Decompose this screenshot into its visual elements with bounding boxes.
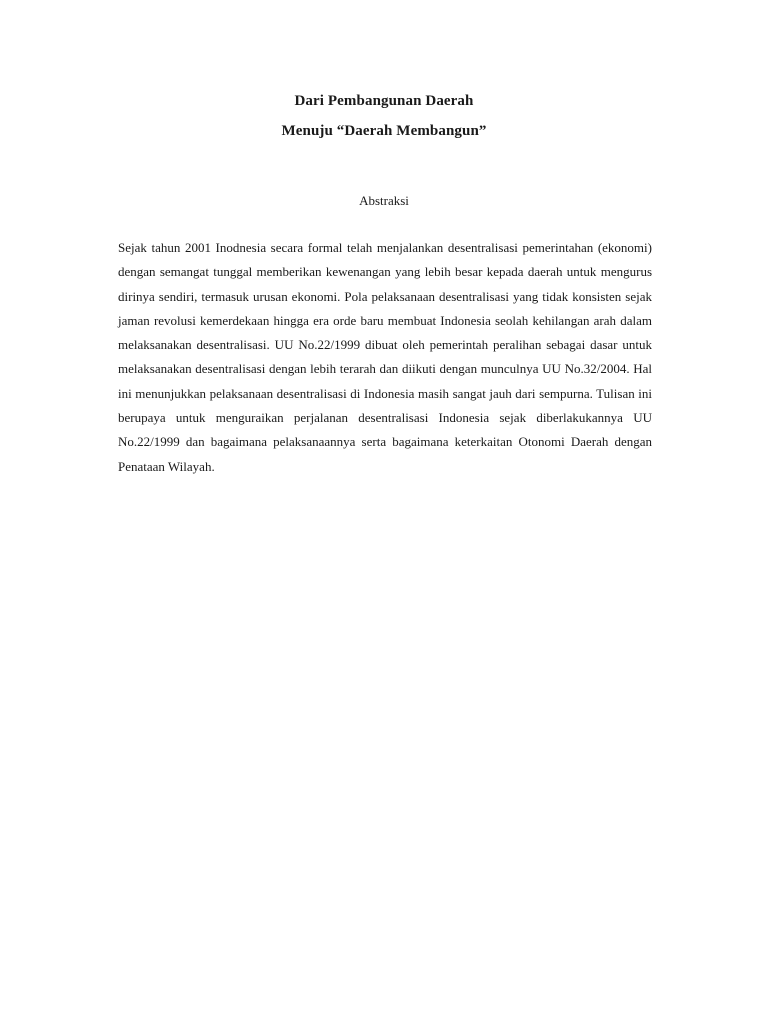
title-line-1: Dari Pembangunan Daerah [294, 93, 474, 109]
abstract-heading: Abstraksi [359, 193, 409, 208]
abstract-paragraph: Sejak tahun 2001 Inodnesia secara formal telah menjalankan desentralisasi pemerintahan (ekonomi) dengan semangat tunggal memberikan kewenangan yang lebih besar kepada daerah untuk mengurus dirinya sendiri, termasuk urusan ekonomi. Pola pelaksanaan desentralisasi yang tidak konsisten sejak jaman revolusi kemerdekaan hingga era orde baru membuat Indonesia seolah kehilangan arah dalam melaksanakan desentralisasi. UU No.22/1999 dibuat oleh pemerintah peralihan sebagai dasar untuk melaksanakan desentralisasi dengan lebih terarah dan diikuti dengan munculnya UU No.32/2004. Hal ini menunjukkan pelaksanaan desentralisasi di Indonesia masih sangat jauh dari sempurna. Tulisan ini berupaya untuk menguraikan perjalanan desentralisasi Indonesia sejak diberlakukannya UU No.22/1999 dan bagaimana pelaksanaannya serta bagaimana keterkaitan Otonomi Daerah dengan Penataan Wilayah. [118, 240, 652, 474]
title-line-2: Menuju “Daerah Membangun” [281, 123, 487, 139]
document-title [0, 86, 768, 146]
